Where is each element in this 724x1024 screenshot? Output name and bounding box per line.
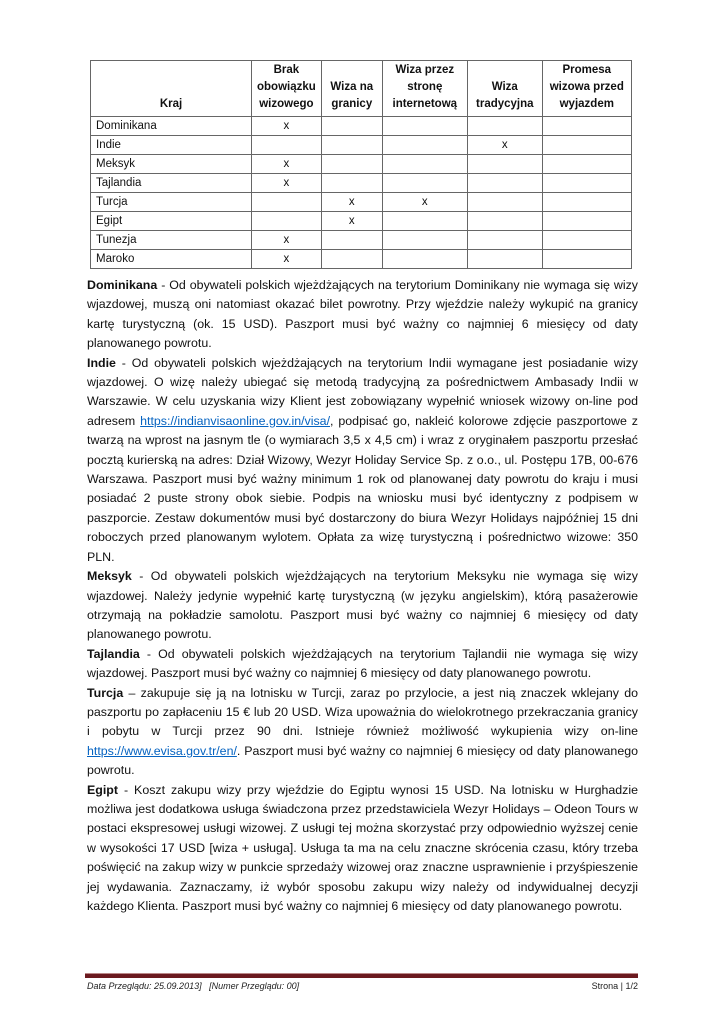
table-row <box>91 231 632 250</box>
table-cell <box>382 155 467 174</box>
paragraph-text: . Paszport musi być ważny co najmniej 6 miesięcy od daty planowanego powrotu. <box>87 743 638 778</box>
table-cell <box>382 231 467 250</box>
table-cell: x <box>252 117 322 136</box>
table-row <box>91 212 632 231</box>
table-cell <box>467 117 542 136</box>
table-row <box>91 250 632 269</box>
table-cell <box>542 155 631 174</box>
country-name: Egipt <box>87 782 118 797</box>
paragraph-text: – zakupuje się ją na lotnisku w Turcji, zaraz po przylocie, a jest nią znaczek wklejany do paszportu po zapłaceniu 15 € lub 20 USD. Wiza upoważnia do wielokrotnego przekraczania granicy i pobytu w Turcji przez 90 dni. Istnieje również możliwość wykupienia wizy on-line <box>87 685 638 739</box>
visa-link[interactable]: https://www.evisa.gov.tr/en/ <box>87 743 237 758</box>
table-cell <box>542 250 631 269</box>
visa-link[interactable]: https://indianvisaonline.gov.in/visa/ <box>140 413 331 428</box>
table-cell <box>382 117 467 136</box>
country-name: Indie <box>87 355 116 370</box>
footer-divider <box>85 973 638 978</box>
table-cell <box>321 174 382 193</box>
footer-page-number: Strona | 1/2 <box>591 981 638 991</box>
table-cell <box>542 136 631 155</box>
table-cell <box>252 193 322 212</box>
table-row <box>91 193 632 212</box>
table-cell <box>542 212 631 231</box>
country-paragraph <box>87 781 638 917</box>
table-row <box>91 117 632 136</box>
table-cell <box>382 250 467 269</box>
column-header: Wiza przez stronę internetową <box>382 61 467 117</box>
country-paragraph <box>87 354 638 567</box>
table-header-row <box>91 61 632 117</box>
country-paragraph <box>87 567 638 645</box>
table-cell <box>542 117 631 136</box>
table-cell <box>542 193 631 212</box>
visa-table <box>90 60 632 269</box>
column-header: Promesa wizowa przed wyjazdem <box>542 61 631 117</box>
country-cell: Meksyk <box>91 155 252 174</box>
table-cell: x <box>467 136 542 155</box>
table-cell <box>467 155 542 174</box>
paragraph-text: - Od obywateli polskich wjeżdżających na terytorium Tajlandii nie wymaga się wizy wjazdowej. Paszport musi być ważny co najmniej 6 miesięcy od daty planowanego powrotu. <box>87 646 638 681</box>
country-cell: Tajlandia <box>91 174 252 193</box>
table-cell <box>467 193 542 212</box>
country-name: Tajlandia <box>87 646 140 661</box>
table-cell: x <box>321 212 382 231</box>
country-cell: Indie <box>91 136 252 155</box>
footer-review-info: Data Przeglądu: 25.09.2013] [Numer Przeglądu: 00] <box>87 981 300 991</box>
paragraph-text: - Od obywateli polskich wjeżdżających na terytorium Meksyku nie wymaga się wizy wjazdowej. Należy jedynie wypełnić kartę turystyczną (w języku angielskim), którą pasażerowie otrzymają na pokładzie samolotu. Paszport musi być ważny co najmniej 6 miesięcy od daty planowanego powrotu. <box>87 569 638 642</box>
column-header: Wiza na granicy <box>321 61 382 117</box>
table-cell <box>321 117 382 136</box>
table-cell <box>321 250 382 269</box>
country-cell: Egipt <box>91 212 252 231</box>
country-cell: Turcja <box>91 193 252 212</box>
table-cell: x <box>252 174 322 193</box>
paragraph-text: - Koszt zakupu wizy przy wjeździe do Egiptu wynosi 15 USD. Na lotnisku w Hurghadzie możliwa jest dodatkowa usługa świadczona przez przedstawiciela Wezyr Holidays – Odeon Tours w postaci ekspresowej usługi wizowej. Z usługi tej można skorzystać przy odpowiednio wyższej cenie w wysokości 17 USD [wiza + usługa]. Usługa ta ma na celu znaczne skrócenia czasu, który trzeba poświęcić na zakup wizy w punkcie sprzedaży wizowej oraz znaczne usprawnienie i przyśpieszenie jej wydawania. Zaznaczamy, iż wybór sposobu zakupu wizy należy od indywidualnej decyzji każdego Klienta. Paszport musi być ważny co najmniej 6 miesięcy od daty planowanego powrotu. <box>87 782 638 913</box>
table-cell: x <box>252 250 322 269</box>
column-header: Brak obowiązku wizowego <box>252 61 322 117</box>
table-cell <box>321 155 382 174</box>
table-cell <box>467 250 542 269</box>
country-name: Dominikana <box>87 278 158 292</box>
table-cell <box>382 136 467 155</box>
table-cell: x <box>382 193 467 212</box>
table-cell <box>382 174 467 193</box>
table-cell <box>467 174 542 193</box>
country-paragraph <box>87 276 638 354</box>
table-cell: x <box>321 193 382 212</box>
table-cell <box>542 174 631 193</box>
table-cell <box>467 231 542 250</box>
country-cell: Dominikana <box>91 117 252 136</box>
table-cell <box>382 212 467 231</box>
paragraph-text: - Od obywateli polskich wjeżdżających na terytorium Indii wymagane jest posiadanie wizy wjazdowej. O wizę należy ubiegać się metodą tradycyjną za pośrednictwem Ambasady Indii w Warszawie. W celu uzyskania wizy Klient jest zobowiązany wypełnić wniosek wizowy on-line pod adresem <box>87 355 638 428</box>
table-cell: x <box>252 155 322 174</box>
table-cell <box>542 231 631 250</box>
table-cell <box>467 212 542 231</box>
table-cell <box>252 212 322 231</box>
table-cell <box>252 136 322 155</box>
country-cell: Maroko <box>91 250 252 269</box>
table-row <box>91 155 632 174</box>
column-header: Wiza tradycyjna <box>467 61 542 117</box>
country-cell: Tunezja <box>91 231 252 250</box>
table-cell <box>321 136 382 155</box>
table-cell <box>321 231 382 250</box>
table-row <box>91 136 632 155</box>
paragraph-text: - Od obywateli polskich wjeżdżających na terytorium Dominikany nie wymaga się wizy wjazdowej, muszą oni natomiast okazać bilet powrotny. Przy wjeździe należy wykupić na granicy kartę turystyczną (ok. 15 USD). Paszport musi być ważny co najmniej 6 miesięcy od daty planowanego powrotu. <box>87 278 638 351</box>
country-name: Meksyk <box>87 569 132 584</box>
table-row <box>91 174 632 193</box>
document-body <box>87 276 638 916</box>
column-header: Kraj <box>91 61 252 117</box>
paragraph-text: , podpisać go, nakleić kolorowe zdjęcie paszportowe z twarzą na wprost na jasnym tle (o wymiarach 3,5 x 4,5 cm) i wraz z oryginałem paszportu przesłać pocztą kurierską na adres: Dział Wizowy, Wezyr Holiday Service Sp. z o.o., ul. Postępu 17B, 00-676 Warszawa. Paszport musi być ważny minimum 1 rok od planowanej daty powrotu do kraju i musi posiadać 2 puste strony obok siebie. Podpis na wniosku musi być identyczny z podpisem w paszporcie. Zestaw dokumentów musi być dostarczony do biura Wezyr Holidays najpóźniej 15 dni roboczych przed planowanym wylotem. Opłata za wizę turystyczną i pośrednictwo wizowe: 350 PLN. <box>87 413 638 564</box>
table-cell: x <box>252 231 322 250</box>
country-paragraph <box>87 645 638 684</box>
country-paragraph <box>87 684 638 781</box>
country-name: Turcja <box>87 685 124 700</box>
